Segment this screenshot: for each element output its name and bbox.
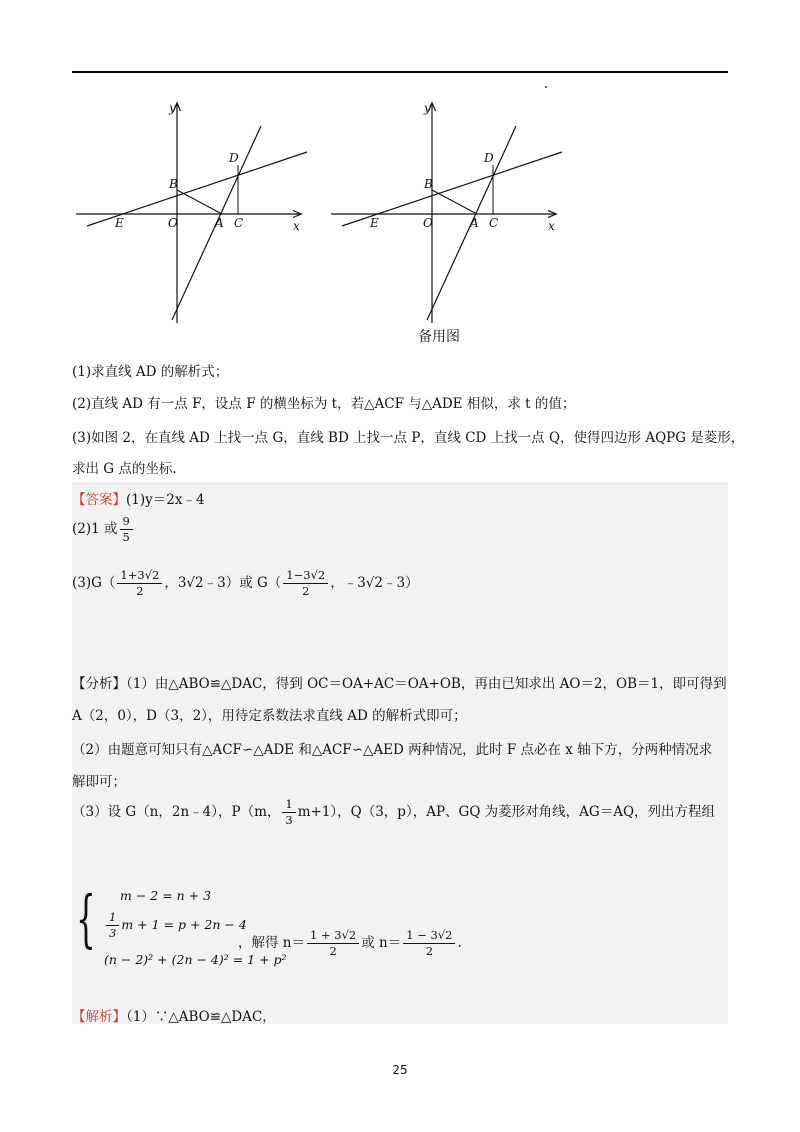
fraction-numerator: 1+3√2 — [117, 568, 162, 584]
solve-fraction-2 — [403, 928, 455, 959]
point-b-label: B — [169, 177, 178, 191]
question-3-line-1: (3)如图 2，在直线 AD 上找一点 G，直线 BD 上找一点 P，直线 CD 上找一点 Q，使得四边形 AQPG 是菱形， — [72, 430, 745, 446]
figure-2 — [327, 98, 567, 332]
solve-or: 或 n＝ — [361, 935, 402, 951]
stray-mark — [545, 86, 547, 88]
analysis-tag: 【分析】 — [72, 676, 126, 692]
analysis-fraction — [282, 797, 295, 828]
equation-2-fraction — [106, 910, 119, 941]
solve-prefix: ，解得 n＝ — [238, 935, 305, 951]
solution-line-1 — [72, 1005, 276, 1025]
point-d-label: D — [484, 151, 494, 165]
fraction-denominator: 2 — [425, 944, 434, 958]
y-axis-label: y — [169, 101, 176, 115]
answer-tag: 【答案】 — [72, 492, 126, 508]
answer-3-fraction-1 — [117, 568, 162, 599]
answer-3-prefix: (3)G（ — [72, 575, 116, 591]
fraction-denominator: 2 — [302, 584, 310, 598]
fraction-numerator: 1 − 3√2 — [403, 928, 455, 944]
answer-line-3 — [72, 568, 419, 599]
solve-fraction-1 — [307, 928, 359, 959]
point-d-label: D — [229, 151, 239, 165]
solution-tag: 【解析】 — [72, 1009, 126, 1025]
fraction-numerator: 1 + 3√2 — [307, 928, 359, 944]
analysis-line-5 — [72, 797, 715, 828]
analysis-text-5a: （3）设 G（n，2n﹣4），P（m， — [72, 804, 281, 820]
equation-3: (n − 2)² + (2n − 4)² = 1 + p² — [104, 952, 287, 967]
point-e-label: E — [115, 216, 124, 230]
analysis-line-4: 解即可； — [72, 774, 126, 790]
point-c-label: C — [489, 216, 499, 230]
solution-text-1: （1）∵△ABO≌△DAC， — [126, 1009, 276, 1025]
analysis-text-5b: m+1），Q（3，p），AP、GQ 为菱形对角线，AG＝AQ，列出方程组 — [297, 804, 716, 820]
solve-end: . — [457, 935, 462, 951]
x-axis-label: x — [548, 219, 555, 233]
point-a-label: A — [215, 216, 224, 230]
figure-1 — [72, 98, 312, 332]
fraction-numerator: 1 — [282, 797, 295, 813]
point-e-label: E — [370, 216, 379, 230]
header-rule — [72, 71, 728, 73]
answer-3-end: ，﹣3√2﹣3） — [330, 575, 419, 591]
point-o-label: O — [423, 216, 433, 230]
analysis-line-2: A（2，0），D（3，2），用待定系数法求直线 AD 的解析式即可； — [72, 708, 467, 724]
answer-3-fraction-2 — [283, 568, 328, 599]
fraction-denominator: 3 — [285, 813, 293, 827]
point-c-label: C — [234, 216, 244, 230]
analysis-text-1: （1）由△ABO≌△DAC，得到 OC＝OA+AC＝OA+OB，再由已知求出 AO＝2，OB＝1，即可得到 — [126, 676, 727, 692]
figure-caption: 备用图 — [418, 329, 460, 345]
answer-1: (1)y＝2x﹣4 — [126, 492, 205, 508]
answer-3-middle: ，3√2﹣3）或 G（ — [164, 575, 282, 591]
page-number: 25 — [392, 1063, 408, 1077]
fraction-denominator: 3 — [109, 926, 117, 940]
point-o-label: O — [168, 216, 178, 230]
point-a-label: A — [470, 216, 479, 230]
x-axis-label: x — [293, 219, 300, 233]
analysis-line-3: （2）由题意可知只有△ACF∽△ADE 和△ACF∽△AED 两种情况，此时 F 点必在 x 轴下方，分两种情况求 — [72, 742, 713, 758]
answer-2-fraction — [120, 514, 133, 545]
equation-2-rest: m + 1 = p + 2n − 4 — [121, 917, 247, 932]
question-3-line-2: 求出 G 点的坐标. — [72, 461, 177, 477]
answer-line-1 — [72, 488, 205, 508]
answer-line-2 — [72, 514, 135, 545]
fraction-numerator: 1−3√2 — [283, 568, 328, 584]
question-1: (1)求直线 AD 的解析式； — [72, 364, 229, 380]
question-2: (2)直线 AD 有一点 F，设点 F 的横坐标为 t，若△ACF 与△ADE 相似，求 t 的值； — [72, 396, 576, 412]
fraction-numerator: 9 — [120, 514, 133, 530]
analysis-line-1 — [72, 672, 727, 692]
y-axis-label: y — [424, 101, 431, 115]
equation-2 — [104, 910, 247, 941]
equation-1: m − 2 = n + 3 — [120, 888, 212, 903]
fraction-denominator: 2 — [329, 944, 337, 958]
point-b-label: B — [424, 177, 433, 191]
system-brace: { — [76, 882, 96, 955]
solution-result — [238, 928, 462, 959]
fraction-denominator: 5 — [122, 530, 130, 544]
answer-2-prefix: (2)1 或 — [72, 521, 118, 537]
fraction-denominator: 2 — [136, 584, 144, 598]
fraction-numerator: 1 — [106, 910, 119, 926]
